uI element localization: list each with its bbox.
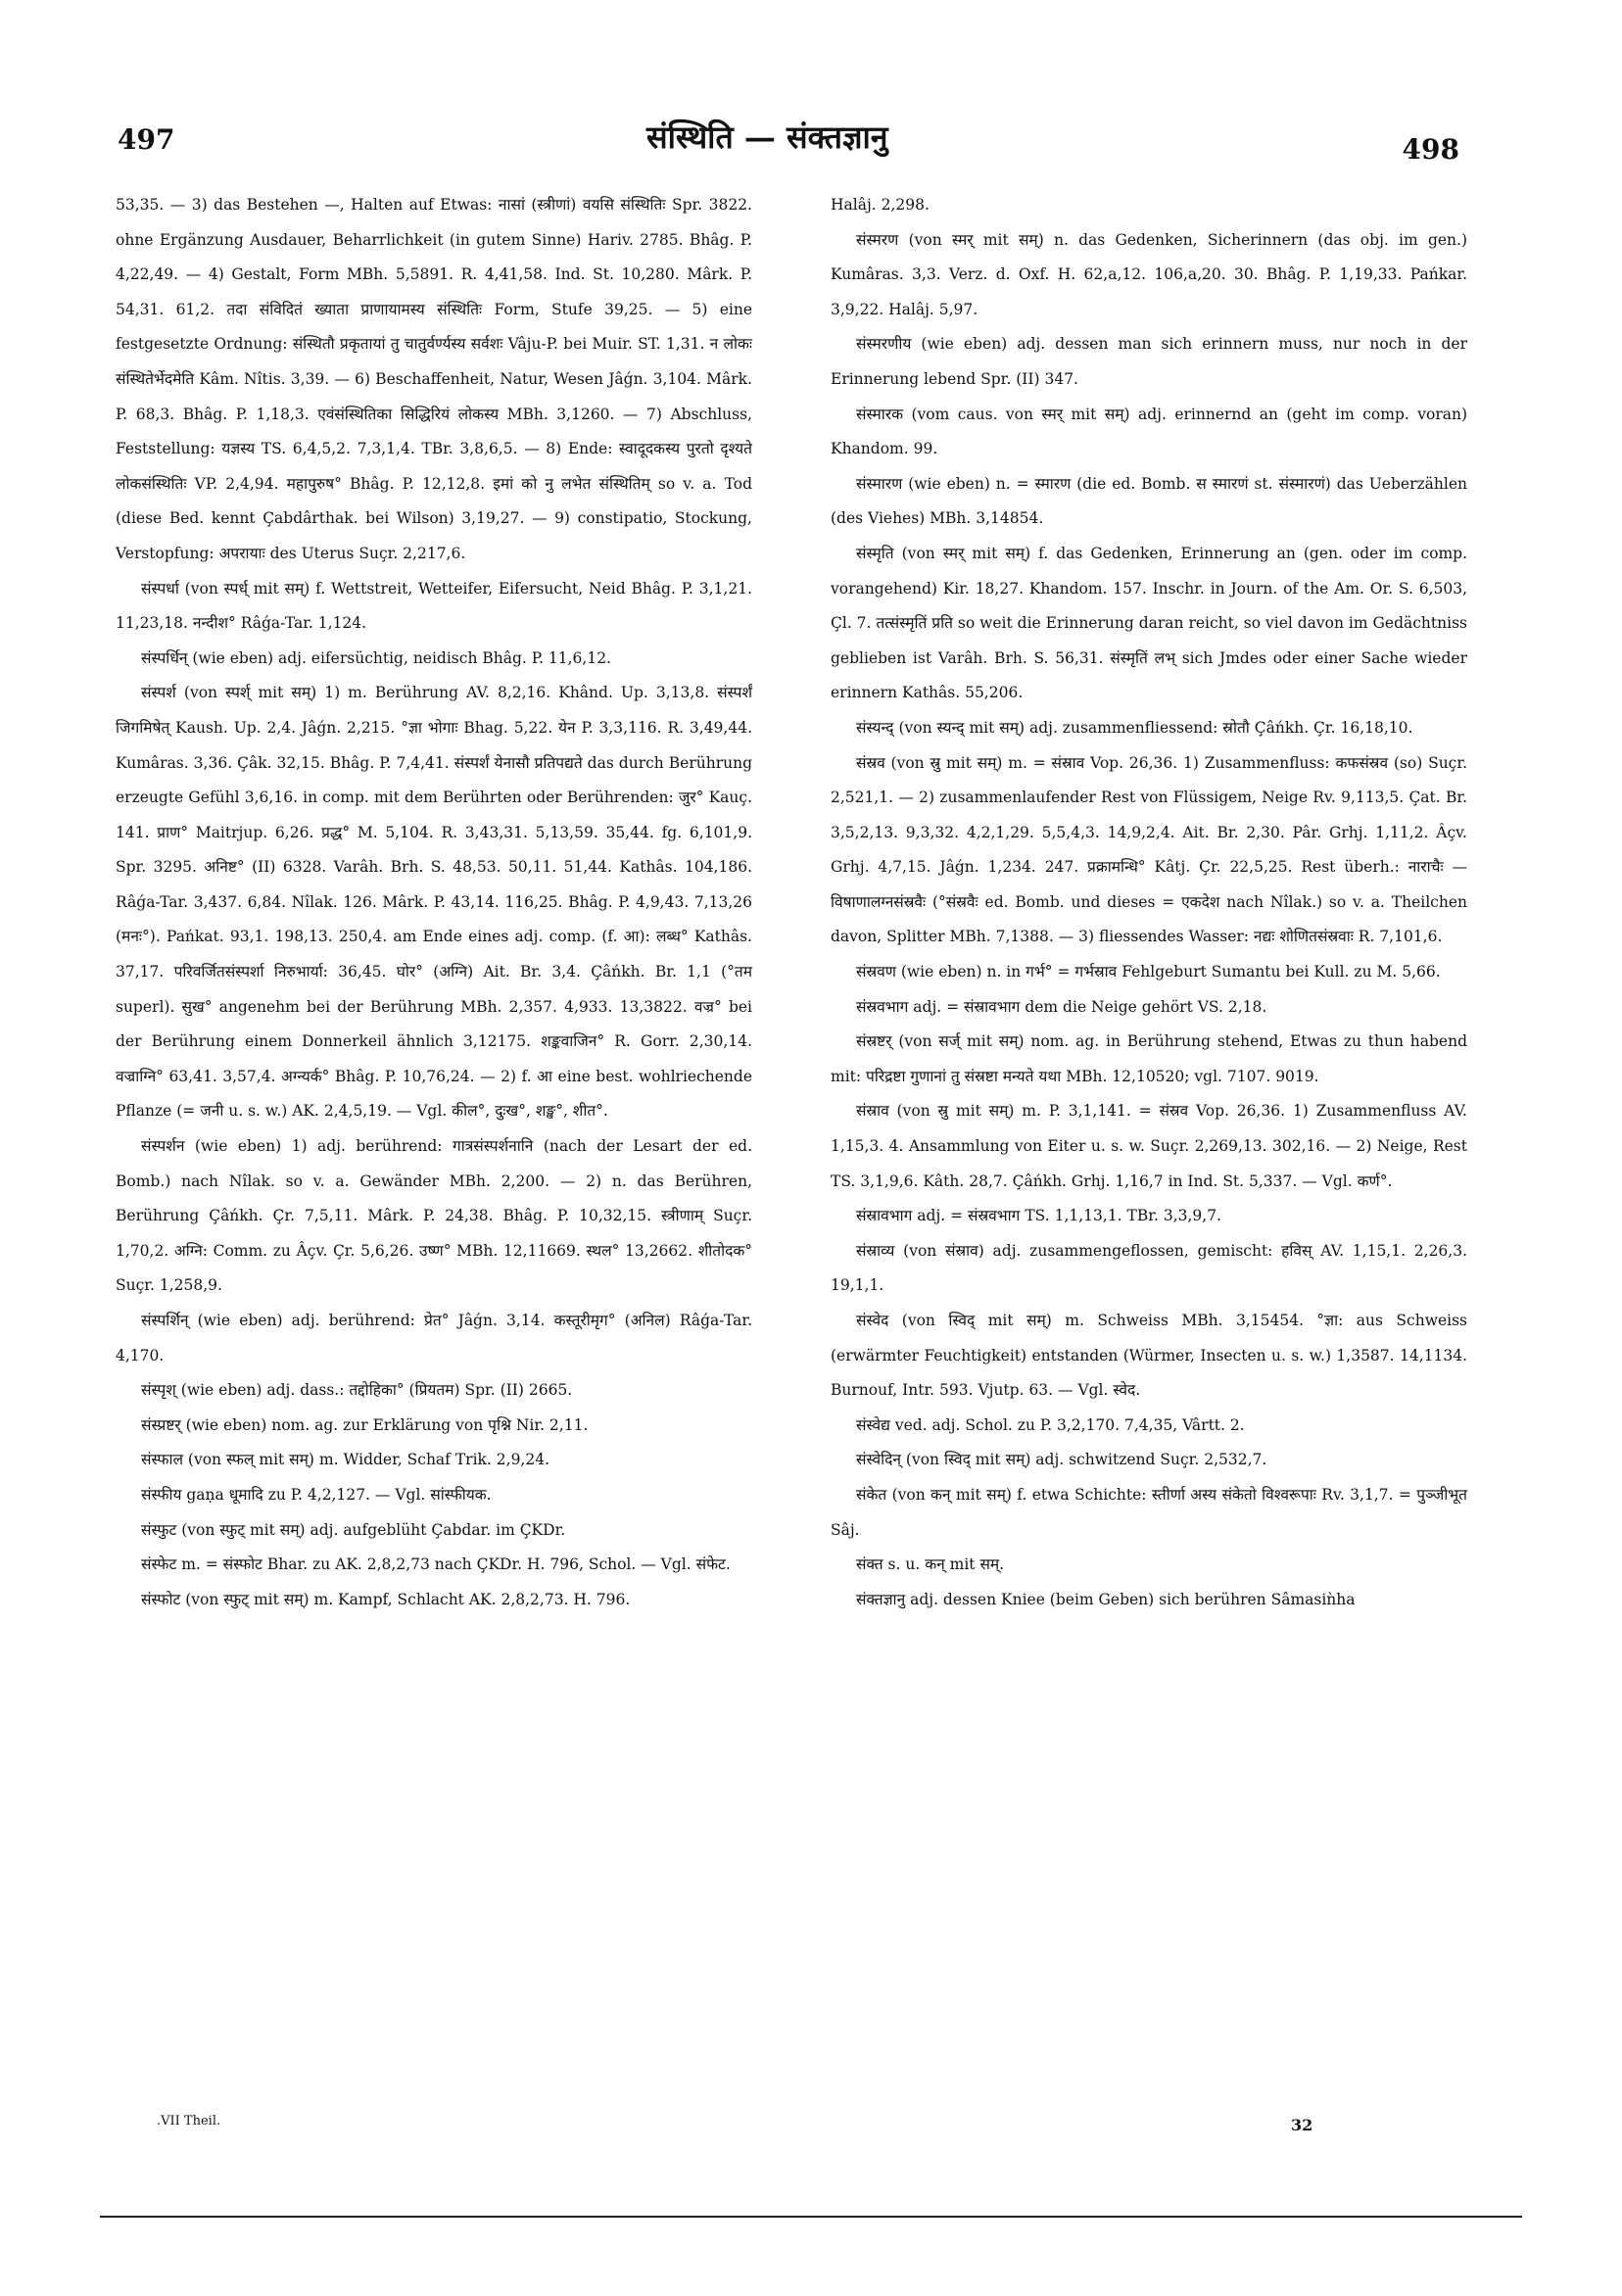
dictionary-entry: संस्रवण (wie eben) n. in गर्भ° = गर्भस्राव Fehlgeburt Sumantu bei Kull. zu M. 5,66. bbox=[856, 963, 1441, 981]
page-number-left: 497 bbox=[118, 123, 175, 156]
dictionary-entry: संस्मारण (wie eben) n. = स्मारण (die ed. Bomb. स स्मारणं st. संस्मारणं) das Ueberzählen (des Viehes) MBh. 3,14854. bbox=[831, 474, 1467, 528]
page-number-right: 498 bbox=[1402, 133, 1459, 166]
dictionary-entry: संकेत (von कन् mit सम्) f. etwa Schichte: स्तीर्णा अस्य संकेतो विश्वरूपाः Rv. 3,1,7. = पुञ्जीभूत Sâj. bbox=[831, 1485, 1467, 1539]
dictionary-entry: संस्राव (von स्रु mit सम्) m. P. 3,1,141. = संस्रव Vop. 26,36. 1) Zusammenfluss AV. 1,15,3. 4. Ansammlung von Eiter u. s. w. Suçr. 2,269,13. 302,16. — 2) Neige, Rest TS. 3,1,9,6. Kâth. 28,7. Çâńkh. Grhj. 1,16,7 in Ind. St. 5,337. — Vgl. कर्ण°. bbox=[831, 1102, 1467, 1190]
dictionary-entry: संस्फोट (von स्फुट् mit सम्) m. Kampf, Schlacht AK. 2,8,2,73. H. 796. bbox=[141, 1590, 631, 1608]
dictionary-entry: संस्रावभाग adj. = संस्रवभाग TS. 1,1,13,1. TBr. 3,3,9,7. bbox=[856, 1207, 1221, 1225]
sheet-number: 32 bbox=[1291, 2116, 1313, 2134]
dictionary-entry: संस्मारक (vom caus. von स्मर् mit सम्) adj. erinnernd an (geht im comp. voran) Khandom. 99. bbox=[831, 405, 1467, 458]
dictionary-entry: संस्फेट m. = संस्फोट Bhar. zu AK. 2,8,2,73 nach ÇKDr. H. 796, Schol. — Vgl. संफेट. bbox=[141, 1555, 731, 1574]
dictionary-entry: संस्पृश् (wie eben) adj. dass.: तद्दोहिका° (प्रियतम) Spr. (II) 2665. bbox=[141, 1381, 573, 1400]
dictionary-entry: संक्त s. u. कन् mit सम्. bbox=[856, 1555, 1005, 1574]
dictionary-entry: 53,35. — 3) das Bestehen —, Halten auf Etwas: नासां (स्त्रीणां) वयसि संस्थितिः Spr. 3822. ohne Ergänzung Ausdauer, Beharrlichkeit (in gutem Sinne) Hariv. 2785. Bhâg. P. 4,22,49. — 4) Gestalt, Form MBh. 5,5891. R. 4,41,58. Ind. St. 10,280. Mârk. P. 54,31. 61,2. तदा संविदितं ख्याता प्राणायामस्य संस्थितिः Form, Stufe 39,25. — 5) eine festgesetzte Ordnung: संस्थितौ प्रकृतायां तु चातुर्वर्ण्यस्य सर्वशः Vâju-P. bei Muir. ST. 1,31. न लोकः संस्थितेर्भेदमेति Kâm. Nîtis. 3,39. — 6) Beschaffenheit, Natur, Wesen Jâǵn. 3,104. Mârk. P. 68,3. Bhâg. P. 1,18,3. एवंसंस्थितिका सिद्धिरियं लोकस्य MBh. 3,1260. — 7) Abschluss, Feststellung: यज्ञस्य TS. 6,4,5,2. 7,3,1,4. TBr. 3,8,6,5. — 8) Ende: स्वादूदकस्य पुरतो दृश्यते लोकसंस्थितिः VP. 2,4,94. महापुरुष° Bhâg. P. 12,12,8. इमां को नु लभेत संस्थितिम् so v. a. Tod (diese Bed. kennt Çabdârthak. bei Wilson) 3,19,27. — 9) constipatio, Stockung, Verstopfung: अपरायाः des Uterus Suçr. 2,217,6. bbox=[116, 196, 752, 562]
dictionary-entry: संस्वेद (von स्विद् mit सम्) m. Schweiss MBh. 3,15454. °ज्ञा: aus Schweiss (erwärmter Feuchtigkeit) entstanden (Würmer, Insecten u. s. w.) 1,3587. 14,1134. Burnouf, Intr. 593. Vjutp. 63. — Vgl. स्वेद. bbox=[831, 1312, 1467, 1400]
dictionary-entry: संस्यन्द् (von स्यन्द् mit सम्) adj. zusammenfliessend: स्रोतौ Çâńkh. Çr. 16,18,10. bbox=[856, 718, 1413, 737]
left-column bbox=[116, 188, 752, 1617]
dictionary-entry: संस्फुट (von स्फुट् mit सम्) adj. aufgeblüht Çabdar. im ÇKDr. bbox=[141, 1520, 566, 1539]
dictionary-entry: संस्रव (von स्रु mit सम्) m. = संस्राव Vop. 26,36. 1) Zusammenfluss: कफसंस्रव (so) Suçr. 2,521,1. — 2) zusammenlaufender Rest von Flüssigem, Neige Rv. 9,113,5. Çat. Br. 3,5,2,13. 9,3,32. 4,2,1,29. 5,5,4,3. 14,9,2,4. Ait. Br. 2,30. Pâr. Grhj. 1,11,2. Âçv. Grhj. 4,7,15. Jâǵn. 1,234. 247. प्रक्रामन्धि° Kâtj. Çr. 22,5,25. Rest überh.: नाराचैः — विषाणालग्नसंस्रवैः (°संस्रवैः ed. Bomb. und dieses = एकदेश nach Nîlak.) so v. a. Theilchen davon, Splitter MBh. 7,1388. — 3) fliessendes Wasser: नद्यः शोणितसंस्रवाः R. 7,101,6. bbox=[831, 753, 1467, 946]
dictionary-entry: संस्रवभाग adj. = संस्रावभाग dem die Neige gehört VS. 2,18. bbox=[856, 997, 1267, 1016]
dictionary-entry: संस्फीय gaṇa धूमादि zu P. 4,2,127. — Vgl. सांस्फीयक. bbox=[141, 1485, 492, 1504]
dictionary-entry: संस्पर्धिन् (wie eben) adj. eifersüchtig, neidisch Bhâg. P. 11,6,12. bbox=[141, 648, 611, 667]
page-header bbox=[118, 116, 1459, 174]
dictionary-entry: संस्रष्टर् (von सर्ज् mit सम्) nom. ag. in Berührung stehend, Etwas zu thun habend mit: परिद्रष्टा गुणानां तु संस्रष्टा मन्यते यथा MBh. 12,10520; vgl. 7107. 9019. bbox=[831, 1032, 1467, 1085]
dictionary-entry: संस्पर्शन (wie eben) 1) adj. berührend: गात्रसंस्पर्शनानि (nach der Lesart der ed. Bomb.) nach Nîlak. so v. a. Gewänder MBh. 2,200. — 2) n. das Berühren, Berührung Çâńkh. Çr. 7,5,11. Mârk. P. 24,38. Bhâg. P. 10,32,15. स्त्रीणाम् Suçr. 1,70,2. अग्नि: Comm. zu Âçv. Çr. 5,6,26. उष्ण° MBh. 12,11669. स्थल° 13,2662. शीतोदक° Suçr. 1,258,9. bbox=[116, 1137, 752, 1295]
dictionary-entry: संस्फाल (von स्फल् mit सम्) m. Widder, Schaf Trik. 2,9,24. bbox=[141, 1451, 550, 1469]
dictionary-entry: संस्पर्श (von स्पर्श् mit सम्) 1) m. Berührung AV. 8,2,16. Khând. Up. 3,13,8. संस्पर्शं जिगमिषेत् Kaush. Up. 2,4. Jâǵn. 2,215. °ज्ञा भोगाः Bhag. 5,22. येन P. 3,3,116. R. 3,49,44. Kumâras. 3,36. Çâk. 32,15. Bhâg. P. 7,4,41. संस्पर्शं येनासौ प्रतिपद्यते das durch Berührung erzeugte Gefühl 3,6,16. in comp. mit dem Berührten oder Berührenden: जुर° Kauç. 141. प्राण° Maitrjup. 6,26. प्रद्ध° M. 5,104. R. 3,43,31. 5,13,59. 35,44. fg. 6,101,9. Spr. 3295. अनिष्ट° (II) 6328. Varâh. Brh. S. 48,53. 50,11. 51,44. Kathâs. 104,186. Râǵa-Tar. 3,437. 6,84. Nîlak. 126. Mârk. P. 43,14. 116,25. Bhâg. P. 4,9,43. 7,13,26 (मनः°). Pańkat. 93,1. 198,13. 250,4. am Ende eines adj. comp. (f. आ): लब्ध° Kathâs. 37,17. परिवर्जितसंस्पर्शा निरुभार्या: 36,45. घोर° (अग्नि) Ait. Br. 3,4. Çâńkh. Br. 1,1 (°तम superl). सुख° angenehm bei der Berührung MBh. 2,357. 4,933. 13,3822. वज्र° bei der Berührung einem Donnerkeil ähnlich 3,12175. शङ्कवाजिन° R. Gorr. 2,30,14. वज्राग्नि° 63,41. 3,57,4. अग्न्यर्क° Bhâg. P. 10,76,24. — 2) f. आ eine best. wohlriechende Pflanze (= जनी u. s. w.) AK. 2,4,5,19. — Vgl. कील°, दुःख°, शङ्ख°, शीत°. bbox=[116, 684, 752, 1121]
dictionary-entry: संस्वेद्य ved. adj. Schol. zu P. 3,2,170. 7,4,35, Vârtt. 2. bbox=[856, 1415, 1245, 1434]
dictionary-entry: संस्राव्य (von संस्राव) adj. zusammengeflossen, gemischt: हविस् AV. 1,15,1. 2,26,3. 19,1,1. bbox=[831, 1241, 1467, 1295]
dictionary-entry: संस्वेदिन् (von स्विद् mit सम्) adj. schwitzend Suçr. 2,532,7. bbox=[856, 1451, 1267, 1469]
dictionary-entry: संस्मरणीय (wie eben) adj. dessen man sich erinnern muss, nur noch in der Erinnerung lebend Spr. (II) 347. bbox=[831, 335, 1467, 388]
dictionary-entry: संस्मृति (von स्मर् mit सम्) f. das Gedenken, Erinnerung an (gen. oder im comp. vorangehend) Kir. 18,27. Khandom. 157. Inschr. in Journ. of the Am. Or. S. 6,503, Çl. 7. तत्संस्मृतिं प्रति so weit die Erinnerung daran reicht, so viel davon im Gedächtniss geblieben ist Varâh. Brh. S. 56,31. संस्मृतिं लभ् sich Jmdes oder einer Sache wieder erinnern Kathâs. 55,206. bbox=[831, 544, 1467, 702]
right-column bbox=[831, 188, 1467, 1617]
column-signature: .VII Theil. bbox=[157, 2114, 221, 2129]
dictionary-entry: संस्मरण (von स्मर् mit सम्) n. das Gedenken, Sicherinnern (das obj. im gen.) Kumâras. 3,3. Verz. d. Oxf. H. 62,a,12. 106,a,20. 30. Bhâg. P. 1,19,33. Pańkar. 3,9,22. Halâj. 5,97. bbox=[831, 230, 1467, 318]
dictionary-entry: संस्पर्शिन् (wie eben) adj. berührend: प्रेत° Jâǵn. 3,14. कस्तूरीमृग° (अनिल) Râǵa-Tar. 4,170. bbox=[116, 1312, 752, 1364]
dictionary-entry: संस्पर्धा (von स्पर्ध् mit सम्) f. Wettstreit, Wetteifer, Eifersucht, Neid Bhâg. P. 3,1,21. 11,23,18. नन्दीश° Râǵa-Tar. 1,124. bbox=[116, 579, 752, 633]
dictionary-entry: संस्प्रष्टर् (wie eben) nom. ag. zur Erklärung von पृश्नि Nir. 2,11. bbox=[141, 1415, 589, 1434]
bottom-rule bbox=[100, 2216, 1522, 2218]
headword-range: संस्थिति — संक्तज्ञानु bbox=[646, 119, 888, 156]
dictionary-entry: संक्तज्ञानु adj. dessen Kniee (beim Geben) sich berühren Sâmasiǹha bbox=[856, 1590, 1356, 1608]
dictionary-entry: Halâj. 2,298. bbox=[831, 196, 930, 214]
